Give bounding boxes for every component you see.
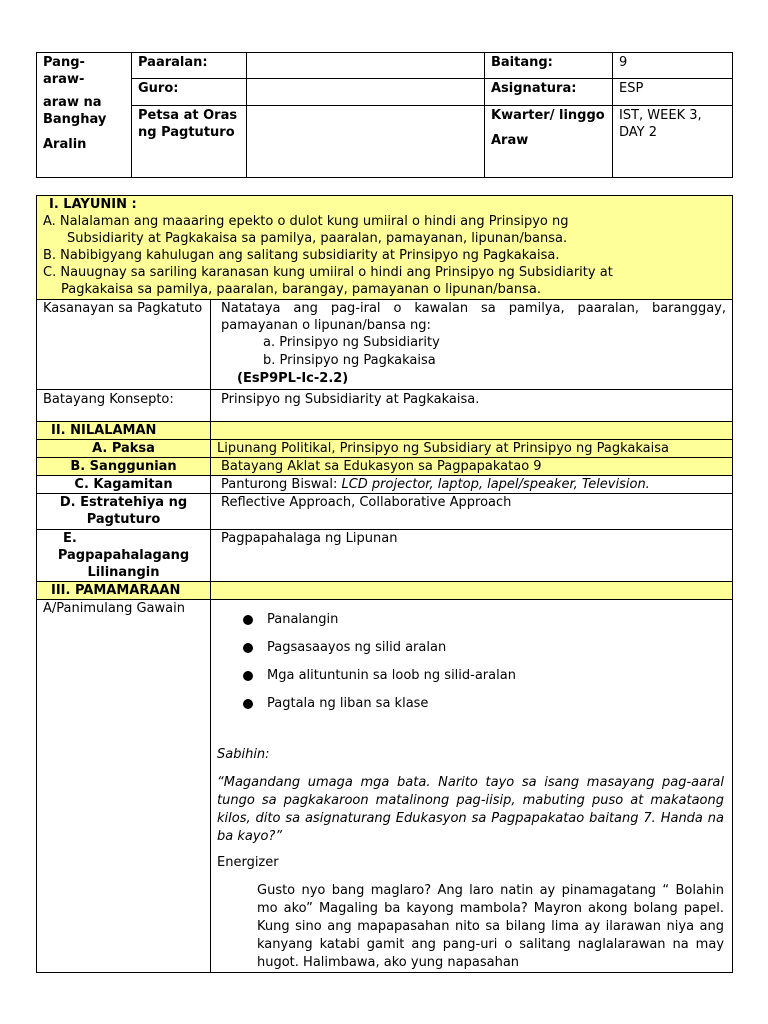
list-item: a. Prinsipyo ng Subsidiarity xyxy=(263,335,440,350)
list-item xyxy=(243,662,724,690)
main-table xyxy=(36,195,733,973)
title-line: Banghay xyxy=(43,112,107,127)
pagpapahalaga-value: Pagpapahalaga ng Lipunan xyxy=(211,530,733,582)
estratehiya-value: Reflective Approach, Collaborative Approach xyxy=(211,494,733,530)
objective-line: Subsidiarity at Pagkakaisa sa pamilya, paaralan, pamayanan, lipunan/bansa. xyxy=(67,231,568,246)
petsa-label: Petsa at Oras ng Pagtuturo xyxy=(132,106,247,178)
panimulang-cell xyxy=(211,600,733,973)
kwarter-value: IST, WEEK 3, DAY 2 xyxy=(613,106,733,178)
bullet-icon xyxy=(243,699,253,709)
layunin-section xyxy=(37,196,733,300)
asignatura-value: ESP xyxy=(613,79,733,106)
bullet-text: Pagtala ng liban sa klase xyxy=(267,696,429,711)
greeting-quote: “Magandang umaga mga bata. Narito tayo sa isang masayang pag-aaral tungo sa pagkakaroon matalinong pag-iisip, mabuting puso at makataong kilos, dito sa asignaturang Edukasyon sa Pagpapakatao baitang 7. Handa na ba kayo?” xyxy=(217,775,725,844)
objective-line: A. Nalalaman ang maaaring epekto o dulot kung umiiral o hindi ang Prinsipyo ng xyxy=(43,214,569,229)
nilalaman-heading: II. NILALAMAN xyxy=(37,422,211,440)
title-line: araw na xyxy=(43,95,102,110)
list-item xyxy=(243,634,724,662)
araw-label: Araw xyxy=(491,133,529,148)
kagamitan-prefix: Panturong Biswal: xyxy=(221,477,342,492)
guro-value xyxy=(247,79,485,106)
kwarter-label: Kwarter/ linggo xyxy=(491,108,605,123)
baitang-value: 9 xyxy=(613,53,733,79)
batayang-label: Batayang Konsepto: xyxy=(37,390,211,422)
batayang-value: Prinsipyo ng Subsidiarity at Pagkakaisa. xyxy=(211,390,733,422)
bullet-icon xyxy=(243,671,253,681)
lesson-plan-title xyxy=(37,53,132,178)
title-line: araw- xyxy=(43,72,85,87)
estratehiya-label: D. Estratehiya ng Pagtuturo xyxy=(37,494,211,530)
kagamitan-value: LCD projector, laptop, lapel/speaker, Television. xyxy=(341,477,650,492)
asignatura-label: Asignatura: xyxy=(485,79,613,106)
petsa-value xyxy=(247,106,485,178)
objective-line: C. Nauugnay sa sariling karanasan kung umiiral o hindi ang Prinsipyo ng Subsidiarity at xyxy=(43,265,613,280)
baitang-label: Baitang: xyxy=(485,53,613,79)
nilalaman-blank xyxy=(211,422,733,440)
pamamaraan-heading: III. PAMAMARAAN xyxy=(37,582,211,600)
sabihin-label: Sabihin: xyxy=(217,747,270,762)
activity-list xyxy=(217,606,724,718)
objective-line: Pagkakaisa sa pamilya, paaralan, barangay, pamayanan o lipunan/bansa. xyxy=(61,282,541,297)
sanggunian-label: B. Sanggunian xyxy=(37,458,211,476)
paksa-label: A. Paksa xyxy=(37,440,211,458)
header-table xyxy=(36,52,733,178)
bullet-text: Panalangin xyxy=(267,612,339,627)
kasanayan-label: Kasanayan sa Pagkatuto xyxy=(37,300,211,390)
bullet-text: Mga alituntunin sa loob ng silid-aralan xyxy=(267,668,516,683)
pamamaraan-blank xyxy=(211,582,733,600)
guro-label: Guro: xyxy=(132,79,247,106)
bullet-icon xyxy=(243,615,253,625)
paaralan-label: Paaralan: xyxy=(132,53,247,79)
objective-line: B. Nabibigyang kahulugan ang salitang subsidiarity at Prinsipyo ng Pagkakaisa. xyxy=(43,248,560,263)
list-item xyxy=(243,690,724,718)
kasanayan-intro: Natataya ang pag-iral o kawalan sa pamilya, paaralan, baranggay, pamayanan o lipunan/bansa ng: xyxy=(221,301,727,333)
layunin-heading: I. LAYUNIN : xyxy=(49,197,137,212)
title-line: Aralin xyxy=(43,137,87,152)
kasanayan-cell xyxy=(211,300,733,390)
kagamitan-label: C. Kagamitan xyxy=(37,476,211,494)
bullet-icon xyxy=(243,643,253,653)
list-item xyxy=(243,606,724,634)
kagamitan-cell xyxy=(211,476,733,494)
sanggunian-value: Batayang Aklat sa Edukasyon sa Pagpapakatao 9 xyxy=(211,458,733,476)
energizer-label: Energizer xyxy=(217,855,279,870)
paksa-value: Lipunang Politikal, Prinsipyo ng Subsidiary at Prinsipyo ng Pagkakaisa xyxy=(211,440,733,458)
pagpapahalaga-label xyxy=(37,530,211,582)
list-item: b. Prinsipyo ng Pagkakaisa xyxy=(263,353,436,368)
title-line: Pang- xyxy=(43,55,85,70)
paaralan-value xyxy=(247,53,485,79)
competency-code: (EsP9PL-Ic-2.2) xyxy=(237,371,349,386)
bullet-text: Pagsasaayos ng silid aralan xyxy=(267,640,447,655)
kasanayan-list xyxy=(217,334,726,370)
kwarter-cell xyxy=(485,106,613,178)
pagpapahalaga-letter: E. xyxy=(63,531,77,546)
energizer-text: Gusto nyo bang maglaro? Ang laro natin ay pinamagatang “ Bolahin mo ako” Magaling ba kayong mambola? Mayron akong bolang papel. Kung sino ang mapapasahan nito sa bilang lima ay ilarawan niya ang kanyang katabi gamit ang pang-uri o salitang naglalarawan na may hugot. Halimbawa, ako yung napasahan xyxy=(257,883,725,970)
pagpapahalaga-title: Pagpapahalagang Lilinangin xyxy=(57,548,190,580)
panimulang-label: A/Panimulang Gawain xyxy=(37,600,211,973)
